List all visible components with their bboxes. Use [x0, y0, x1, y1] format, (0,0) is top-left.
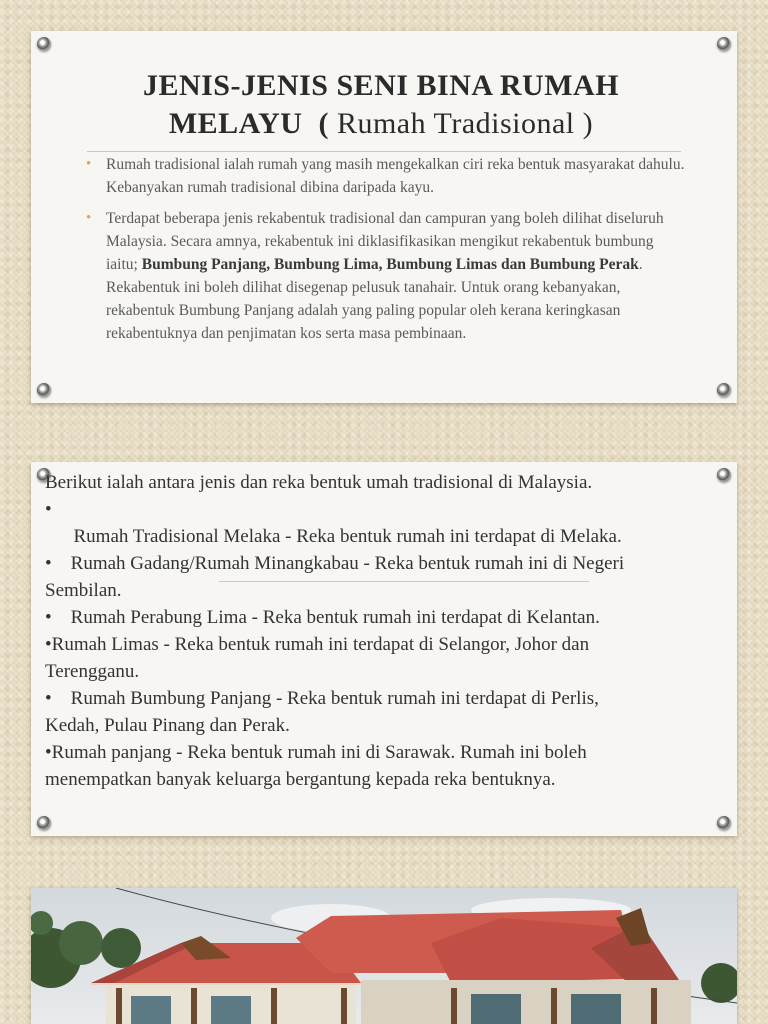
pushpin-icon	[717, 383, 731, 397]
pushpin-icon	[37, 816, 51, 830]
list-line: • Rumah Bumbung Panjang - Reka bentuk rumah ini terdapat di Perlis,	[45, 688, 599, 709]
list-line: • Rumah Gadang/Rumah Minangkabau - Reka bentuk rumah ini di Negeri	[45, 553, 625, 574]
title-open-paren: (	[318, 107, 329, 140]
list-line: •Rumah Limas - Reka bentuk rumah ini terdapat di Selangor, Johor dan	[45, 634, 590, 655]
bullet-text-post: . Rekabentuk ini boleh dilihat disegenap pelusuk tanahair. Untuk orang kebanyakan, rekabentuk Bumbung Panjang adalah yang paling popular oleh kerana keringkasan rekabentuknya dan penjimatan kos serta masa pembinaan.	[106, 256, 643, 342]
title-main: JENIS-JENIS SENI BINA RUMAH MELAYU	[142, 69, 620, 140]
list-line: menempatkan banyak keluarga bergantung kepada reka bentuknya.	[45, 769, 556, 790]
house-photo	[31, 888, 737, 1024]
pushpin-icon	[37, 383, 51, 397]
title-divider	[87, 151, 681, 152]
slide-title	[91, 67, 671, 143]
pushpin-icon	[717, 816, 731, 830]
bullet-item	[86, 207, 686, 345]
list-line: • Rumah Perabung Lima - Reka bentuk rumah ini terdapat di Kelantan.	[45, 607, 600, 628]
list-line: Terengganu.	[45, 661, 140, 682]
bullet-item	[86, 153, 686, 199]
bullet-text-pre: Terdapat beberapa jenis rekabentuk tradisional dan campuran yang boleh dilihat diseluruh Malaysia. Secara amnya, rekabentuk ini diklasifikasikan mengikut rekabentuk bumbung iaitu;	[106, 210, 664, 273]
bullet-list	[86, 153, 686, 353]
slide-card-1	[31, 31, 737, 403]
list-line: Kedah, Pulau Pinang dan Perak.	[45, 715, 290, 736]
list-line: Rumah Tradisional Melaka - Reka bentuk rumah ini terdapat di Melaka.	[45, 526, 622, 547]
house-type-list	[45, 469, 725, 793]
list-line: •	[45, 499, 52, 520]
traditional-house-image	[31, 888, 737, 1024]
pushpin-icon	[37, 37, 51, 51]
bullet-text-bold: Bumbung Panjang, Bumbung Lima, Bumbung Limas dan Bumbung Perak	[141, 256, 639, 273]
list-line: Berikut ialah antara jenis dan reka bentuk umah tradisional di Malaysia.	[45, 472, 593, 493]
list-line: •Rumah panjang - Reka bentuk rumah ini di Sarawak. Rumah ini boleh	[45, 742, 587, 763]
title-subtitle: Rumah Tradisional )	[336, 107, 594, 140]
bullet-text: Rumah tradisional ialah rumah yang masih mengekalkan ciri reka bentuk masyarakat dahulu. Kebanyakan rumah tradisional dibina daripada kayu.	[106, 156, 685, 196]
list-line: Sembilan.	[45, 580, 122, 601]
pushpin-icon	[717, 37, 731, 51]
slide-card-2	[31, 462, 737, 836]
